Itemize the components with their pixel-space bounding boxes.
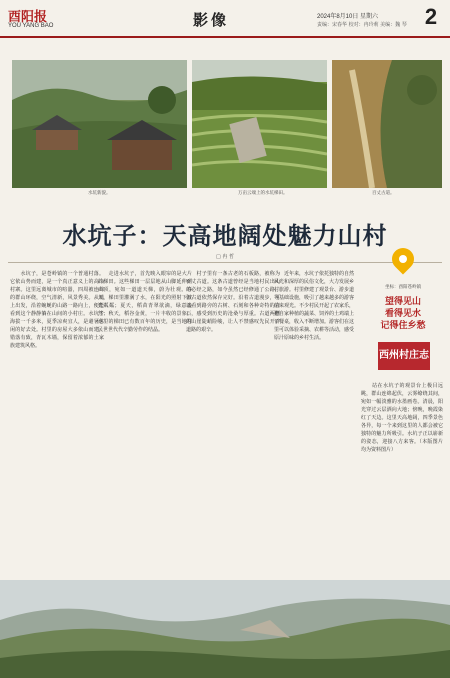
article-byline: □ 冉 哲 [216,254,234,260]
terrace-photo-caption: 万亩云端上的水坑梯田。 [238,191,288,196]
slogan-line-1: 望得见山 [384,297,421,307]
terrace-photo [192,60,327,188]
slogan-line-2: 看得见水 [384,309,421,319]
newspaper-logo: 酉阳报 [8,10,48,25]
masthead [0,0,450,38]
article-column-4: 近年来，水坑子依托独特的自然风光和深厚的民俗文化，大力发展乡村旅游。村里修建了观景台、游步道等基础设施，吸引了越来越多的游客前来观光。不少村民开起了农家乐，把自家种植的蔬菜、饲养的土鸡端上了餐桌，收入不断增加。游客们在这里可以体验采摘、农耕等活动，感受原汁原味的乡村生活。 [274,271,354,341]
village-photo-caption: 水坑新貌。 [88,191,111,196]
location-label: 坐标：酉阳苍岭镇 [385,285,421,290]
village-photo [12,60,187,188]
slogan-line-3: 记得住乡愁 [380,321,426,331]
column-badge: 西州村庄志 [378,342,430,370]
article-column-5: 站在水坑子的观景台上极目远眺，群山连绵起伏，云雾缭绕其间，宛如一幅淡雅的水墨画卷。清晨，阳光穿过云层洒向大地；傍晚，晚霞染红了天边。这里天高地阔，四季景色各异，每一个来到这里的人都会被它独特的魅力所吸引。水坑子正以崭新的姿态，迎接八方来客。（本版图片均为资料图片） [361,383,443,453]
cliff-road-photo [332,60,442,188]
section-title: 影像 [193,11,230,29]
article-column-2: 走进水坑子，首先映入眼帘的是大片的梯田。这些梯田一层层地从山脚延伸到山顶，宛如一道道天梯，蔚为壮观。春天，梯田里灌满了水，在阳光的照射下波光粼粼；夏天，稻苗青翠欲滴，绿意盎然；秋天，稻谷金黄，一片丰收的景象。这里的梯田已有数百年的历史，是当地村民世世代代辛勤劳作的结晶。 [98,271,192,333]
issue-date: 2024年8月10日 星期六 [317,14,379,20]
mountain-panorama-photo [0,580,450,678]
column-slogan [360,296,446,332]
editor-credits: 责编：宋春华 校对：冉玲莉 美编：魏 琴 [317,22,407,28]
page-number: 2 [424,4,438,29]
article-column-3: 村子里有一条古老的石板路，被称为百丈古道。这条古道曾经是当地村民出山的必经之路，如今虽然已经修通了公路，但古道依然保存完好。沿着古道漫步，可以看到路旁的古树、石刻和各种奇特的岩石，感受到历史的沧桑与厚重。古道两侧的山崖陡峭险峻，让人不禁感叹先民开辟道路的艰辛。 [186,271,280,333]
location-pin-dot [399,255,407,263]
newspaper-logo-en: YOU YANG BAO [8,23,54,29]
article-headline: 水坑子：天高地阔处魅力山村 [62,222,388,250]
cliff-road-photo-caption: 百丈古道。 [372,191,395,196]
article-column-1: 水坑子，是苍岭镇的一个普通村落。它依山势而建，是一个真正意义上的高山村寨。这里远离城市的喧嚣，四周被连绵的群山环绕，空气清新，风景秀美。从镇上出发，沿着蜿蜒的山路一路向上，便能看到这个静静躺在山间的小村庄。水坑子海拔一千多米，夏季凉爽宜人，是避暑休闲的好去处。村里的房屋大多依山而建，错落有致，青瓦木墙，保留着浓郁的土家族建筑风格。 [10,271,104,349]
